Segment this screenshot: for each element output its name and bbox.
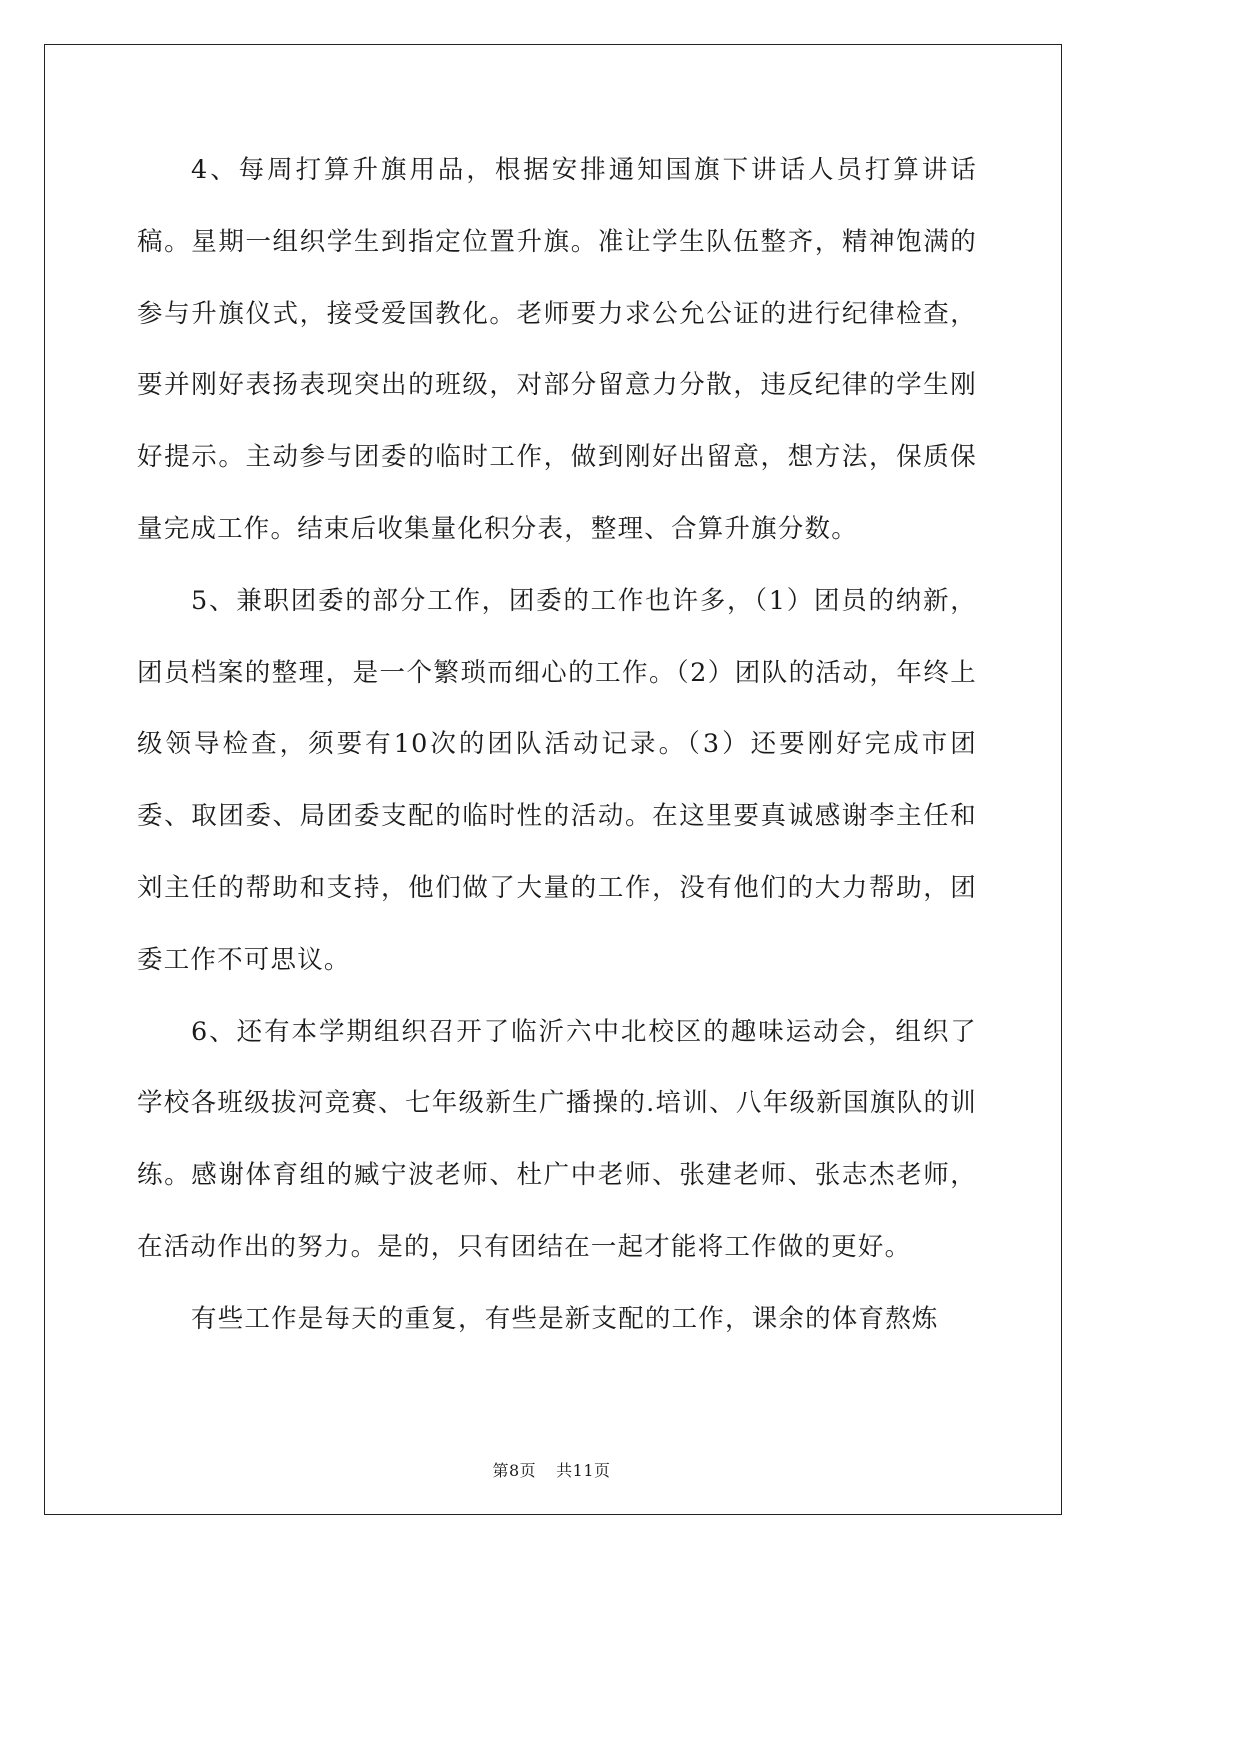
paragraph-item-4: 4、每周打算升旗用品，根据安排通知国旗下讲话人员打算讲话稿。星期一组织学生到指定位置升旗。准让学生队伍整齐，精神饱满的参与升旗仪式，接受爱国教化。老师要力求公允公证的进行纪律检查，要并刚好表扬表现突出的班级，对部分留意力分散，违反纪律的学生刚好提示。主动参与团委的临时工作，做到刚好出留意，想方法，保质保量完成工作。结束后收集量化积分表，整理、合算升旗分数。 bbox=[137, 155, 977, 544]
document-body bbox=[137, 135, 977, 1356]
paragraph-continuation: 有些工作是每天的重复，有些是新支配的工作，课余的体育熬炼 bbox=[191, 1303, 939, 1334]
paragraph-item-6: 6、还有本学期组织召开了临沂六中北校区的趣味运动会，组织了学校各班级拔河竞赛、七年级新生广播操的.培训、八年级新国旗队的训练。感谢体育组的臧宁波老师、杜广中老师、张建老师、张志杰老师，在活动作出的努力。是的，只有团结在一起才能将工作做的更好。 bbox=[137, 1016, 977, 1262]
page-number: 第8页 bbox=[492, 1461, 537, 1480]
paragraph-item-5: 5、兼职团委的部分工作，团委的工作也许多，（1）团员的纳新，团员档案的整理，是一个繁琐而细心的工作。（2）团队的活动，年终上级领导检查，须要有10次的团队活动记录。（3）还要刚好完成市团委、取团委、局团委支配的临时性的活动。在这里要真诚感谢李主任和刘主任的帮助和支持，他们做了大量的工作，没有他们的大力帮助，团委工作不可思议。 bbox=[137, 585, 977, 975]
page-footer bbox=[0, 1461, 1103, 1481]
page-total: 共11页 bbox=[556, 1461, 611, 1480]
